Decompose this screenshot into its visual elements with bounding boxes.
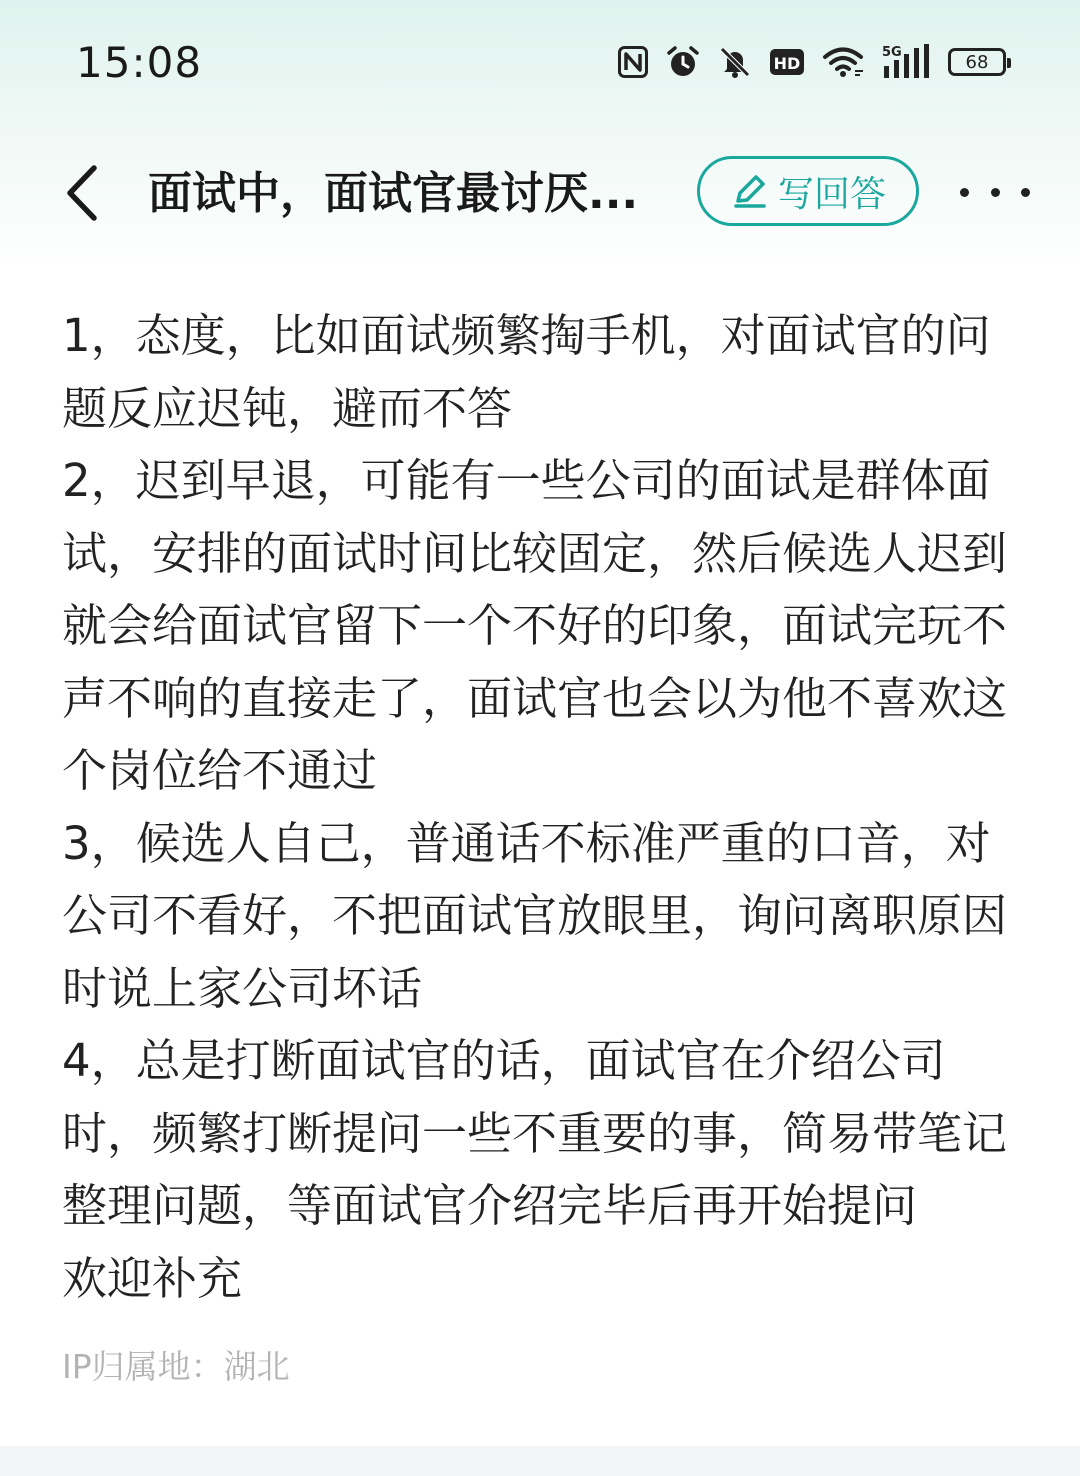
- page-title: 面试中，面试官最讨厌...: [148, 168, 639, 219]
- svg-text:HD: HD: [773, 54, 801, 73]
- chevron-left-icon: [56, 158, 116, 228]
- status-bar: [0, 0, 1080, 125]
- battery-icon: 68: [948, 48, 1006, 76]
- wifi-icon: [822, 46, 864, 78]
- hd-icon: [770, 47, 804, 77]
- write-answer-button[interactable]: [697, 156, 919, 226]
- mute-icon: [718, 45, 752, 79]
- answer-paragraph: 4，总是打断面试官的话，面试官在介绍公司时，频繁打断提问一些不重要的事，简易带笔记整理问题，等面试官介绍完毕后再开始提问: [62, 1034, 1008, 1232]
- answer-content: [62, 300, 1022, 1315]
- app-header: [0, 140, 1080, 250]
- status-icons: [618, 42, 1006, 82]
- bottom-divider: [0, 1446, 1080, 1476]
- pencil-icon: [730, 171, 770, 211]
- answer-paragraph: 1，态度，比如面试频繁掏手机，对面试官的问题反应迟钝，避而不答: [62, 309, 991, 435]
- alarm-icon: [666, 45, 700, 79]
- write-answer-label: 写回答: [777, 173, 886, 215]
- ip-location: IP归属地：湖北: [62, 1347, 290, 1386]
- answer-paragraph: 2，迟到早退，可能有一些公司的面试是群体面试，安排的面试时间比较固定，然后候选人迟到就会给面试官留下一个不好的印象，面试完玩不声不响的直接走了，面试官也会以为他不喜欢这个岗位给不通过: [62, 454, 1008, 797]
- svg-text:5G: 5G: [882, 45, 902, 60]
- back-button[interactable]: [56, 158, 116, 228]
- more-dot-icon: [1021, 188, 1030, 197]
- more-dot-icon: [991, 188, 1000, 197]
- more-dot-icon: [960, 188, 969, 197]
- answer-paragraph: 3，候选人自己，普通话不标准严重的口音，对公司不看好，不把面试官放眼里，询问离职原因时说上家公司坏话: [62, 816, 1008, 1015]
- more-options-button[interactable]: [960, 170, 1030, 214]
- answer-paragraph: 欢迎补充: [62, 1251, 243, 1305]
- 5g-signal-icon: [882, 44, 930, 80]
- nfc-icon: [618, 46, 648, 78]
- status-time: 15:08: [76, 38, 203, 87]
